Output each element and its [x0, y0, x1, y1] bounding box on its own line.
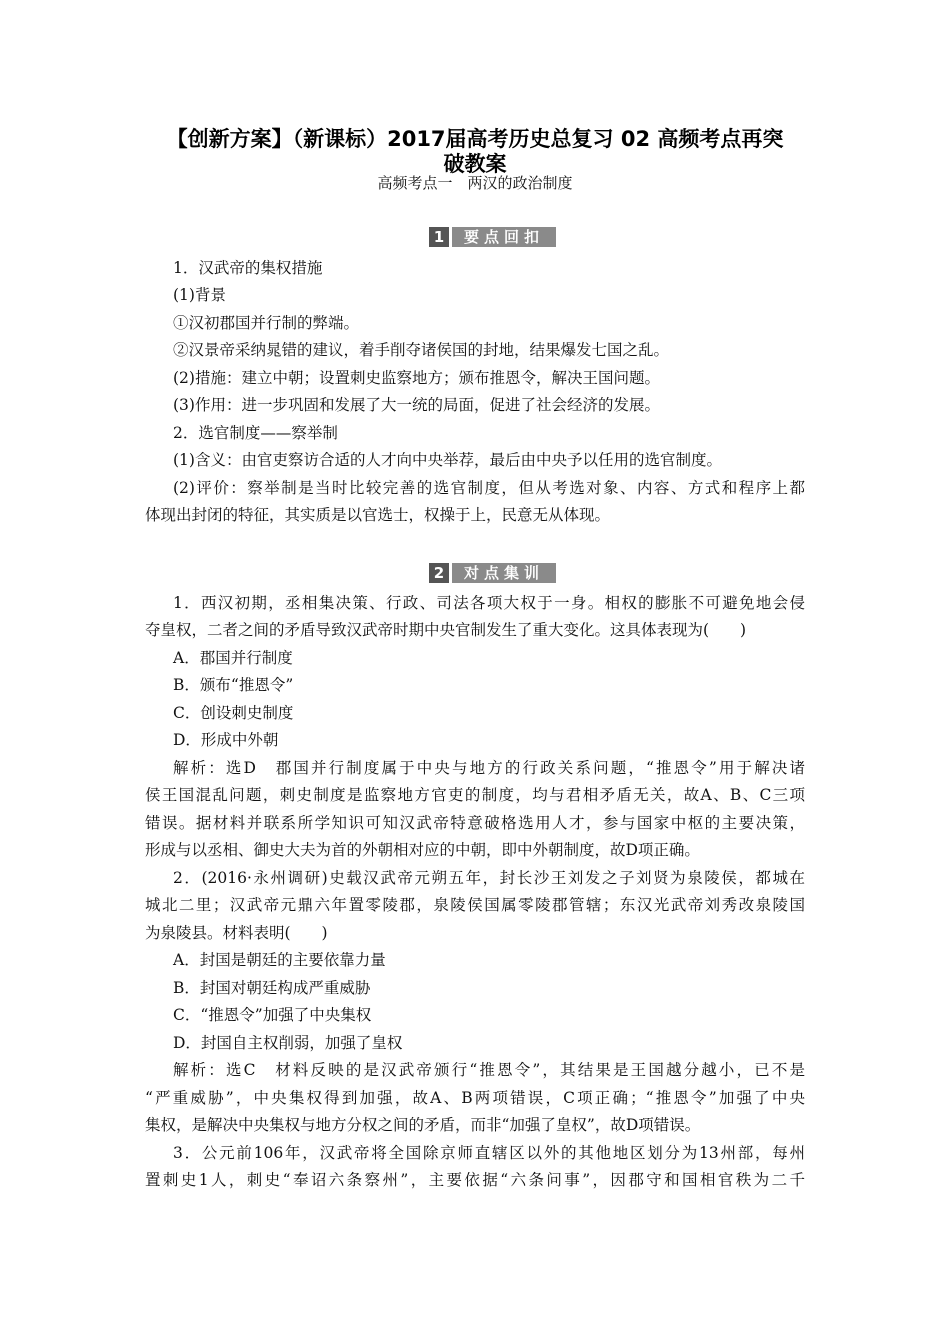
- text-line: 3．公元前106年，汉武帝将全国除京师直辖区以外的其他地区划分为13州部，每州: [173, 1144, 805, 1162]
- option-line: B．颁布“推恩令”: [173, 676, 294, 694]
- text-line: 2．(2016·永州调研)史载汉武帝元朔五年，封长沙王刘发之子刘贤为泉陵侯，都城在: [173, 869, 805, 887]
- section-number: 1: [429, 227, 449, 247]
- explanation-line: 集权，是解决中央集权与地方分权之间的矛盾，而非“加强了皇权”，故D项错误。: [145, 1116, 701, 1134]
- explanation-line: 侯王国混乱问题，刺史制度是监察地方官吏的制度，均与君相矛盾无关，故A、B、C三项: [145, 786, 805, 804]
- text-line: 2．选官制度——察举制: [173, 424, 338, 442]
- text-line: (2)措施：建立中朝；设置刺史监察地方；颁布推恩令，解决王国问题。: [173, 369, 660, 387]
- text-line: (1)含义：由官吏察访合适的人才向中央举荐，最后由中央予以任用的选官制度。: [173, 451, 722, 469]
- text-line: (3)作用：进一步巩固和发展了大一统的局面，促进了社会经济的发展。: [173, 396, 660, 414]
- explanation-line: 错误。据材料并联系所学知识可知汉武帝特意破格选用人才，参与国家中枢的主要决策，: [145, 814, 805, 832]
- option-line: D．形成中外朝: [173, 731, 279, 749]
- document-subtitle: 高频考点一 两汉的政治制度: [377, 174, 573, 192]
- section-label: 对点集训: [452, 563, 556, 583]
- explanation-line: 解析：选D 郡国并行制度属于中央与地方的行政关系问题，“推恩令”用于解决诸: [173, 759, 805, 777]
- text-line: 体现出封闭的特征，其实质是以官选士，权操于上，民意无从体现。: [145, 506, 611, 524]
- text-line: 置刺史1人，刺史“奉诏六条察州”，主要依据“六条问事”，因郡守和国相官秩为二千: [145, 1171, 805, 1189]
- text-line: ①汉初郡国并行制的弊端。: [173, 314, 360, 332]
- section-number: 2: [429, 563, 449, 583]
- text-line: 为泉陵县。材料表明( ): [145, 924, 328, 942]
- section-banner-key-points: [429, 227, 556, 247]
- text-line: 1．汉武帝的集权措施: [173, 259, 323, 277]
- text-line: (1)背景: [173, 286, 226, 304]
- option-line: A．郡国并行制度: [173, 649, 293, 667]
- text-line: (2)评价：察举制是当时比较完善的选官制度，但从考选对象、内容、方式和程序上都: [173, 479, 805, 497]
- option-line: B．封国对朝廷构成严重威胁: [173, 979, 371, 997]
- option-line: D．封国自主权削弱，加强了皇权: [173, 1034, 403, 1052]
- option-line: C．“推恩令”加强了中央集权: [173, 1006, 372, 1024]
- text-line: ②汉景帝采纳晁错的建议，着手削夺诸侯国的封地，结果爆发七国之乱。: [173, 341, 670, 359]
- option-line: A．封国是朝廷的主要依靠力量: [173, 951, 386, 969]
- text-line: 1．西汉初期，丞相集决策、行政、司法各项大权于一身。相权的膨胀不可避免地会侵: [173, 594, 805, 612]
- section-label: 要点回扣: [452, 227, 556, 247]
- text-line: 城北二里；汉武帝元鼎六年置零陵郡，泉陵侯国属零陵郡管辖；东汉光武帝刘秀改泉陵国: [145, 896, 805, 914]
- document-title-line-2: 破教案: [443, 152, 507, 176]
- explanation-line: 形成与以丞相、御史大夫为首的外朝相对应的中朝，即中外朝制度，故D项正确。: [145, 841, 700, 859]
- explanation-line: 解析：选C 材料反映的是汉武帝颁行“推恩令”，其结果是王国越分越小，已不是: [173, 1061, 805, 1079]
- text-line: 夺皇权，二者之间的矛盾导致汉武帝时期中央官制发生了重大变化。这具体表现为( ): [145, 621, 747, 639]
- option-line: C．创设刺史制度: [173, 704, 294, 722]
- explanation-line: “严重威胁”，中央集权得到加强，故A、B两项错误，C项正确；“推恩令”加强了中央: [145, 1089, 805, 1107]
- document-title-line-1: 【创新方案】（新课标）2017届高考历史总复习 02 高频考点再突: [166, 127, 784, 151]
- section-banner-practice: [429, 563, 556, 583]
